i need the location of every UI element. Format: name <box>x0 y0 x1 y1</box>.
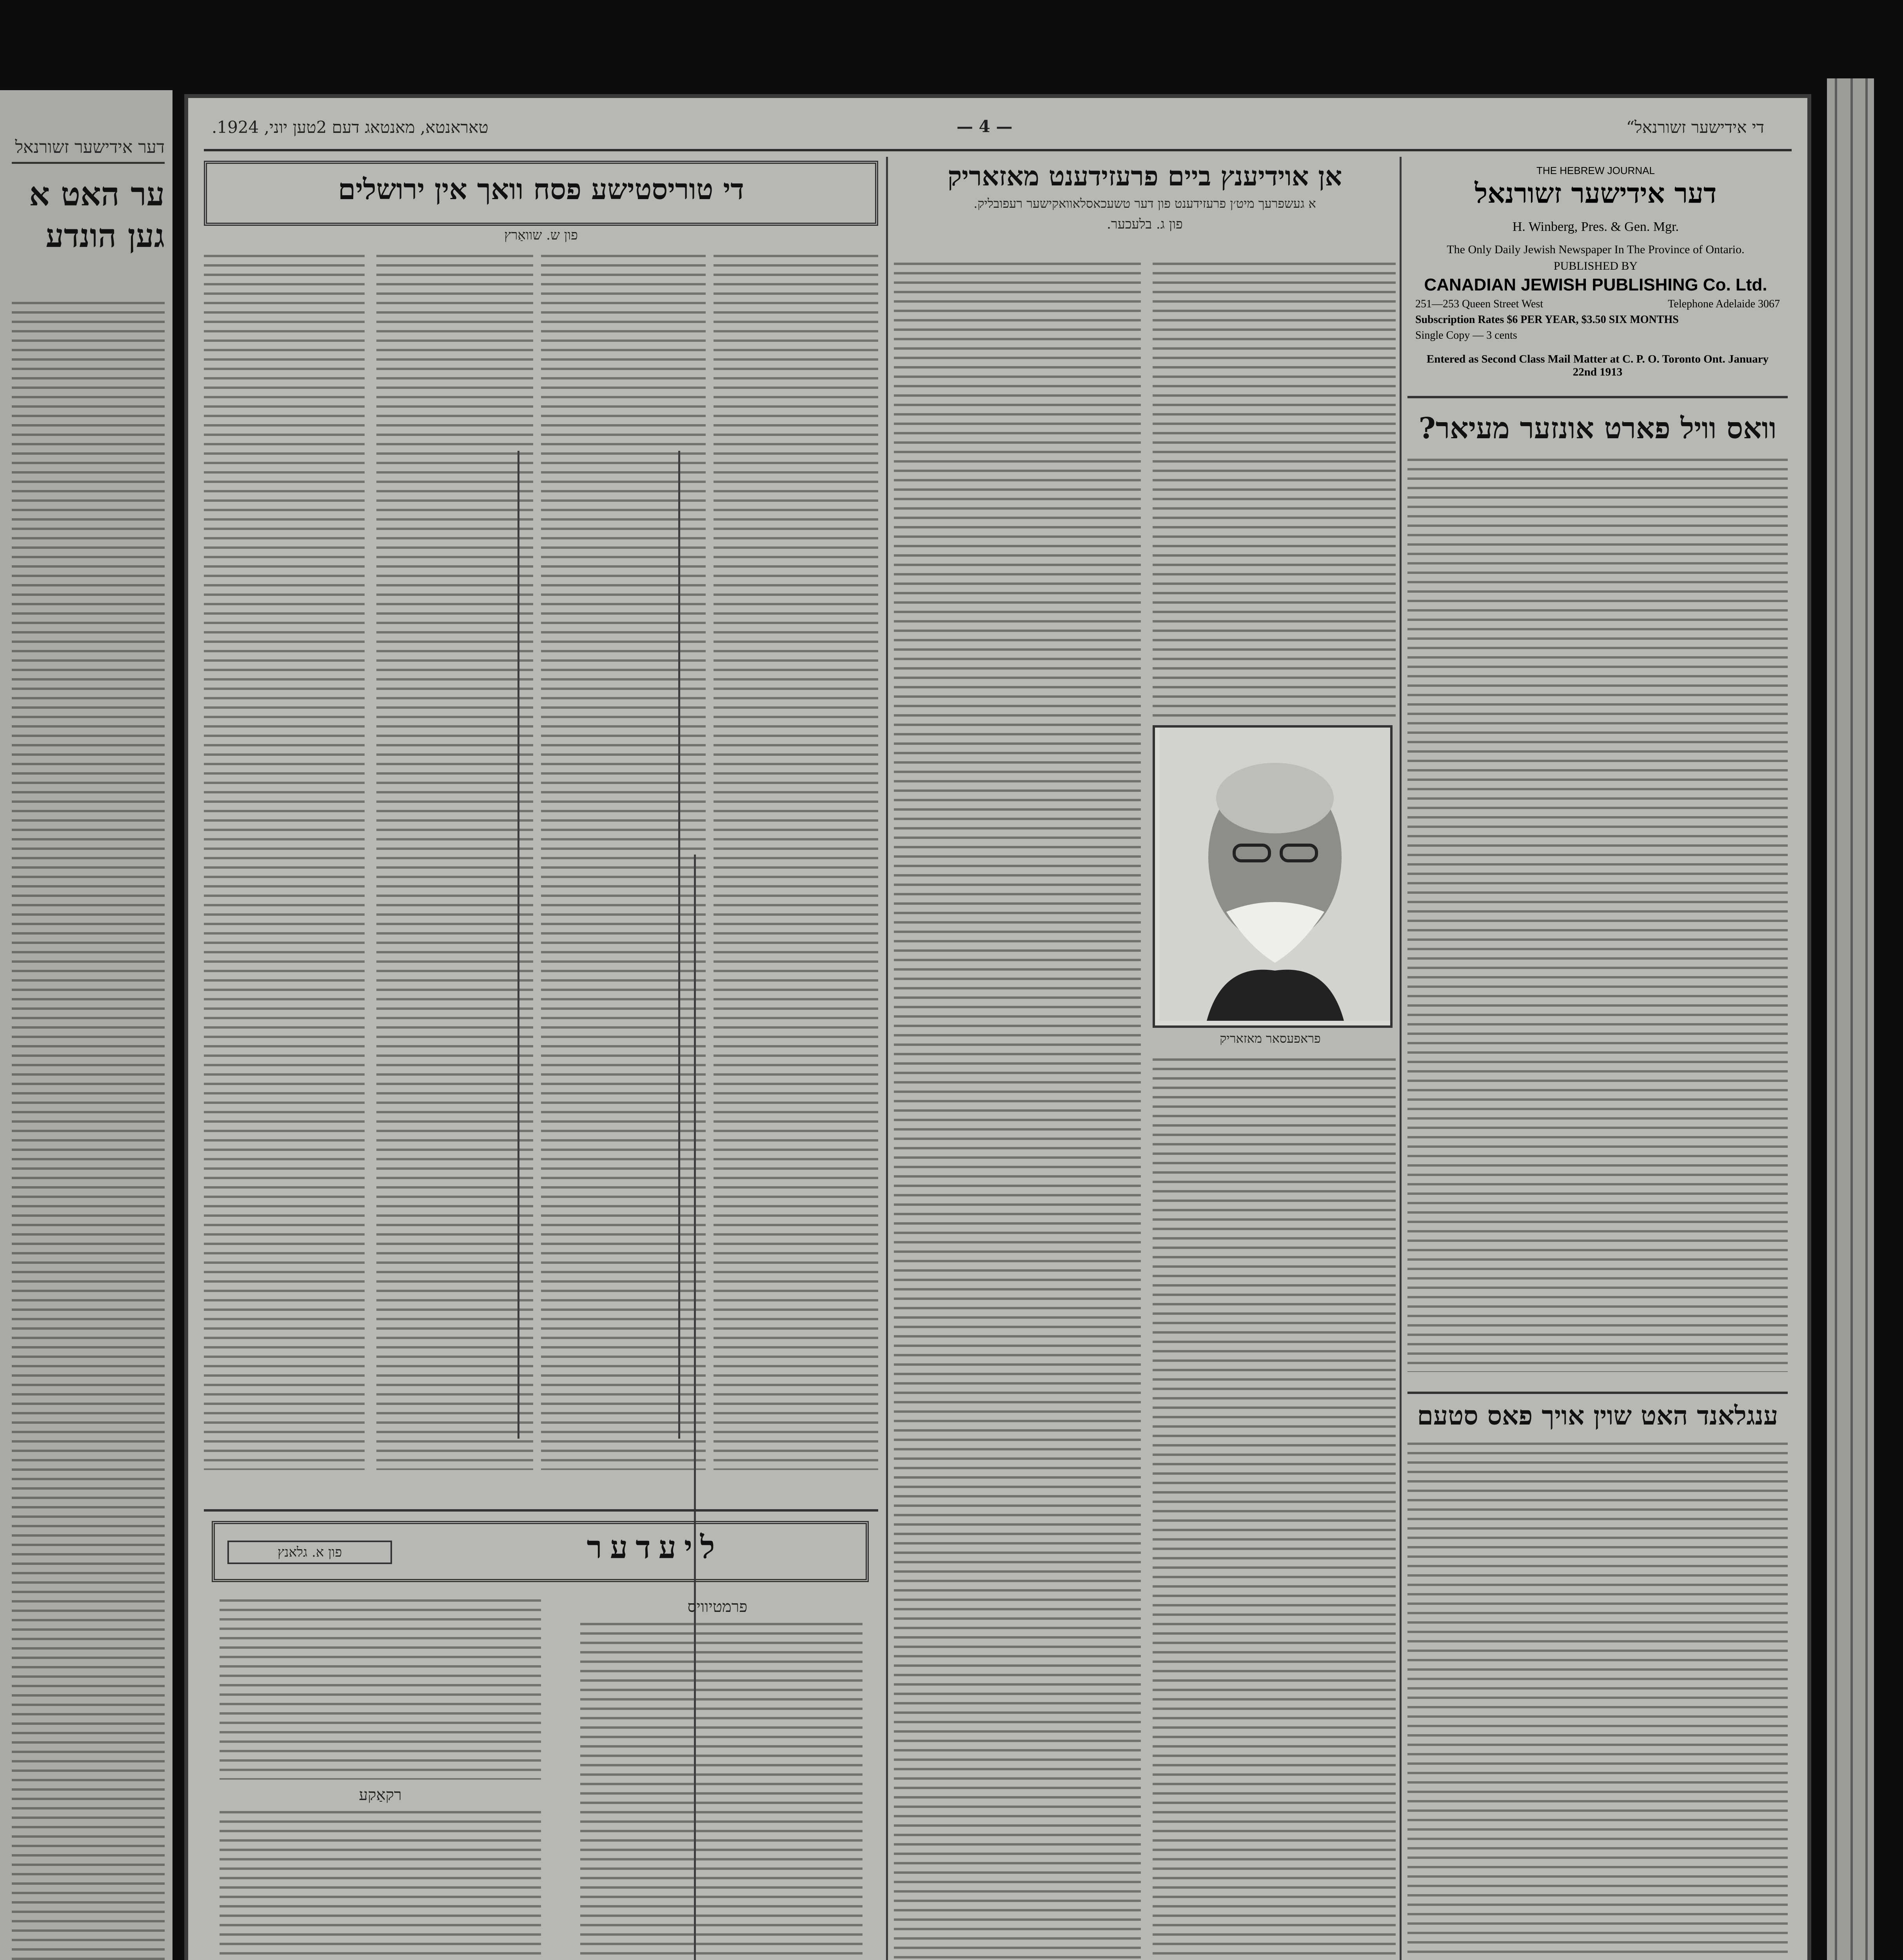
article-mayor-body <box>1407 459 1788 1372</box>
masthead-hebrew: דער אידישער זשורנאל <box>1474 177 1717 209</box>
header-date: טאראנטא, מאנטאג דעם 2טען יוני, 1924. <box>212 118 488 137</box>
divider-line <box>1407 1392 1788 1394</box>
article-jerusalem <box>204 161 878 1494</box>
masthead-single-copy: Single Copy — 3 cents <box>1415 329 1517 341</box>
masthead-published-by: PUBLISHED BY <box>1553 260 1638 272</box>
article-england <box>1407 1392 1788 1960</box>
masthead-publisher: H. Winberg, Pres. & Gen. Mgr. <box>1512 220 1679 234</box>
poem-2-title: רקאַקע <box>359 1786 402 1804</box>
masthead-rule <box>1407 396 1788 398</box>
article-england-body <box>1407 1443 1788 1960</box>
masthead-small-english: THE HEBREW JOURNAL <box>1536 165 1655 176</box>
article-masaryk-col-right-top <box>1153 263 1396 717</box>
prev-page-headline-1: ער האט א <box>29 176 165 213</box>
poems-author: פון א. גלאנץ <box>227 1541 392 1564</box>
poems-title: ליעדער <box>587 1529 723 1566</box>
article-jerusalem-title: די טוריסטישע פסח וואך אין ירושלים <box>338 172 744 206</box>
portrait-image <box>1160 728 1390 1021</box>
article-jerusalem-col-4 <box>204 255 365 1470</box>
binder-edge <box>1827 78 1874 1960</box>
column-rule <box>1400 157 1402 1960</box>
masthead-tagline: The Only Daily Jewish Newspaper In The Province of Ontario. <box>1447 243 1745 256</box>
article-masaryk <box>894 161 1396 1960</box>
article-jerusalem-col-2 <box>541 255 706 1470</box>
poems-section <box>204 1509 878 1960</box>
article-jerusalem-author: פון ש. שוואַרץ <box>504 227 578 243</box>
previous-page-strip <box>0 90 173 1960</box>
poem-2-body <box>220 1811 541 1960</box>
divider-line <box>204 1509 878 1512</box>
masthead-entered: Entered as Second Class Mail Matter at C. P. O. Toronto Ont. January 22nd 1913 <box>1426 353 1769 378</box>
column-rule <box>886 157 888 1960</box>
prev-page-header: דער אידישער זשורנאל <box>12 137 165 164</box>
article-jerusalem-col-3 <box>376 255 533 1470</box>
masthead-title <box>1407 165 1784 210</box>
article-masaryk-subtitle: א געשפרעך מיט׳ן פרעזידענט פון דער טשעכאסלאוואקישער רעפובליק. <box>973 196 1316 211</box>
prev-page-headline-2: גען הונדע <box>45 217 165 255</box>
poem-1-title: פרמטיוויס <box>687 1598 748 1616</box>
header-left: די אידישער זשורנאל“ <box>1626 118 1764 137</box>
poem-1-body <box>580 1623 863 1960</box>
masthead-phone: Telephone Adelaide 3067 <box>1668 298 1780 310</box>
article-mayor-title: וואס וויל פארט אונזער מעיאר? <box>1418 412 1777 445</box>
masthead-address: 251—253 Queen Street West <box>1415 298 1543 310</box>
article-mayor <box>1407 412 1788 1384</box>
poem-2-body-top <box>220 1599 541 1780</box>
article-masaryk-author: פון ג. בלעכער. <box>1107 216 1183 232</box>
article-masaryk-col-right-bottom <box>1153 1058 1396 1960</box>
running-header <box>204 114 1792 151</box>
page-number: — 4 — <box>957 117 1013 136</box>
article-jerusalem-col-1 <box>714 255 878 1470</box>
article-masaryk-title: אן אוידיענץ ביים פרעזידענט מאזאריק <box>947 161 1342 192</box>
masaryk-photo <box>1153 725 1393 1028</box>
masthead-rates: Subscription Rates $6 PER YEAR, $3.50 SIX MONTHS <box>1415 314 1679 326</box>
article-masaryk-col-left <box>894 263 1141 1960</box>
masaryk-photo-caption: פראפעסאר מאזאריק <box>1220 1031 1321 1046</box>
newspaper-page <box>184 94 1811 1960</box>
article-england-title: ענגלאנד האט שוין אויך פאס סטעם <box>1417 1400 1778 1431</box>
masthead-company: CANADIAN JEWISH PUBLISHING Co. Ltd. <box>1424 275 1767 294</box>
prev-page-text-block <box>12 302 165 1960</box>
masthead <box>1407 161 1788 404</box>
